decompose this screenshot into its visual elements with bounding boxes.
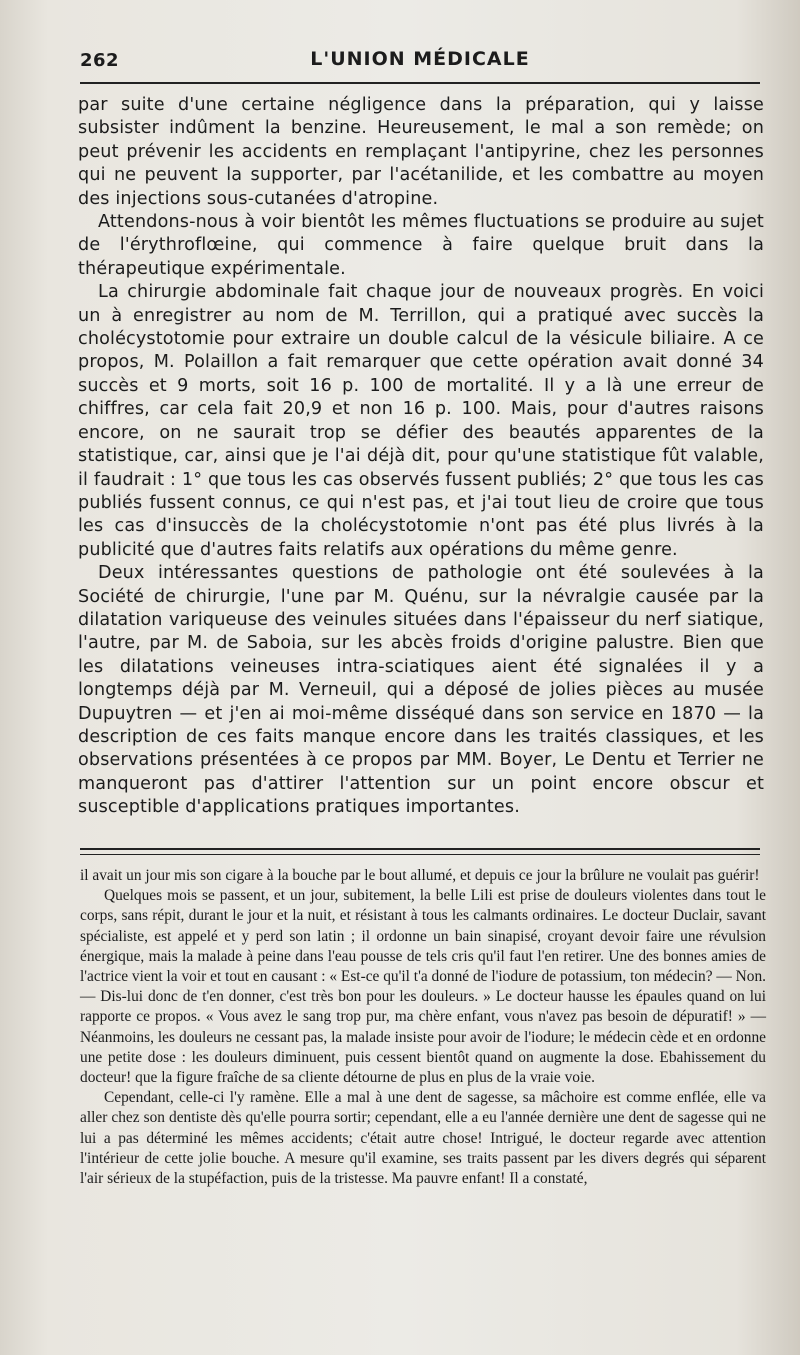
article-paragraph: par suite d'une certaine négligence dans la préparation, qui y laisse subsister indûment la benzine. Heureusement, le mal a son remède; on peut prévenir les accidents en remplaçant l'antipyrine, chez les personnes qui ne peuvent la supporter, par l'acétanilide, et les combattre au moyen des injections sous-cutanées d'atropine. (78, 95, 764, 209)
feuilleton-separator-rule (80, 848, 760, 855)
page-header (80, 44, 760, 78)
feuilleton-paragraph: il avait un jour mis son cigare à la bouche par le bout allumé, et depuis ce jour la brûlure ne voulait pas guérir! (80, 867, 760, 884)
page-bottom-margin (0, 1335, 800, 1349)
feuilleton-section (80, 866, 766, 1189)
article-paragraph: La chirurgie abdominale fait chaque jour de nouveaux progrès. En voici un à enregistrer au nom de M. Terrillon, qui a pratiqué avec succès la cholécystotomie pour extraire un double calcul de la vésicule biliaire. A ce propos, M. Polaillon a fait remarquer que cette opération avait donné 34 succès et 9 morts, soit 16 p. 100 de mortalité. Il y a là une erreur de chiffres, car cela fait 20,9 et non 16 p. 100. Mais, pour d'autres raisons encore, on ne saurait trop se défier des beautés apparentes de la statistique, car, ainsi que je l'ai déjà dit, pour qu'une statistique fût valable, il faudrait : 1° que tous les cas observés fussent publiés; 2° que tous les cas publiés fussent connus, ce qui n'est pas, et j'ai tout lieu de croire que tous les cas d'insuccès de la cholécystotomie n'ont pas été plus livrés à la publicité que d'autres faits relatifs aux opérations du même genre. (78, 282, 764, 560)
article-paragraph: Attendons-nous à voir bientôt les mêmes fluctuations se produire au sujet de l'érythroflœine, qui commence à faire quelque bruit dans la thérapeutique expérimentale. (78, 212, 764, 279)
page-number: 262 (80, 50, 120, 71)
main-article (78, 94, 764, 820)
feuilleton-paragraph: Cependant, celle-ci l'y ramène. Elle a mal à une dent de sagesse, sa mâchoire est comme enflée, elle va aller chez son dentiste dès qu'elle pourra sortir; cependant, elle a eu l'année dernière une dent de sagesse qui ne lui a pas déterminé les mêmes accidents; c'était autre chose! Intrigué, le docteur regarde avec attention l'intérieur de cette jolie bouche. A mesure qu'il examine, ses traits passent par les divers degrés qui séparent l'air sérieux de la stupéfaction, puis de la tristesse. Ma pauvre enfant! Il a constaté, (80, 1089, 766, 1188)
feuilleton-paragraph: Quelques mois se passent, et un jour, subitement, la belle Lili est prise de douleurs violentes dans tout le corps, sans répit, durant le jour et la nuit, et résistant à tous les calmants ordinaires. Le docteur Duclair, savant spécialiste, est appelé et y perd son latin ; il ordonne un bain sinapisé, croyant devoir faire une révulsion énergique, mais la malade à peine dans l'eau pousse de tels cris qu'il faut l'en retirer. Une des bonnes amies de l'actrice vient la voir et tout en causant : « Est-ce qu'il t'a donné de l'iodure de potassium, ton médecin? — Non. — Dis-lui donc de t'en donner, c'est très bon pour les douleurs. » Le docteur hausse les épaules quand on lui rapporte ce propos. « Vous avez le sang trop pur, ma chère enfant, vous n'avez pas besoin de dépuratif! » — Néanmoins, les douleurs ne cessant pas, la malade insiste pour avoir de l'iodure; le médecin cède et en ordonne une petite dose : les douleurs diminuent, puis cessent bientôt quand on augmente la dose. Ebahissement du docteur! que la figure fraîche de sa cliente détourne de plus en plus de la vraie voie. (80, 887, 766, 1087)
article-paragraph: Deux intéressantes questions de pathologie ont été soulevées à la Société de chirurgie, l'une par M. Quénu, sur la névralgie causée par la dilatation variqueuse des veinules situées dans l'épaisseur du nerf siatique, l'autre, par M. de Saboia, sur les abcès froids d'origine palustre. Bien que les dilatations veineuses intra-sciatiques aient été signalées il y a longtemps déjà par M. Verneuil, qui a déposé de jolies pièces au musée Dupuytren — et j'en ai moi-même disséqué dans son service en 1870 — la description de ces faits manque encore dans les traités classiques, et les observations présentées à ce propos par MM. Boyer, Le Dentu et Terrier ne manqueront pas d'attirer l'attention sur un point encore obscur et susceptible d'applications pratiques importantes. (78, 563, 764, 818)
running-title: L'UNION MÉDICALE (310, 48, 530, 70)
header-rule (80, 82, 760, 84)
